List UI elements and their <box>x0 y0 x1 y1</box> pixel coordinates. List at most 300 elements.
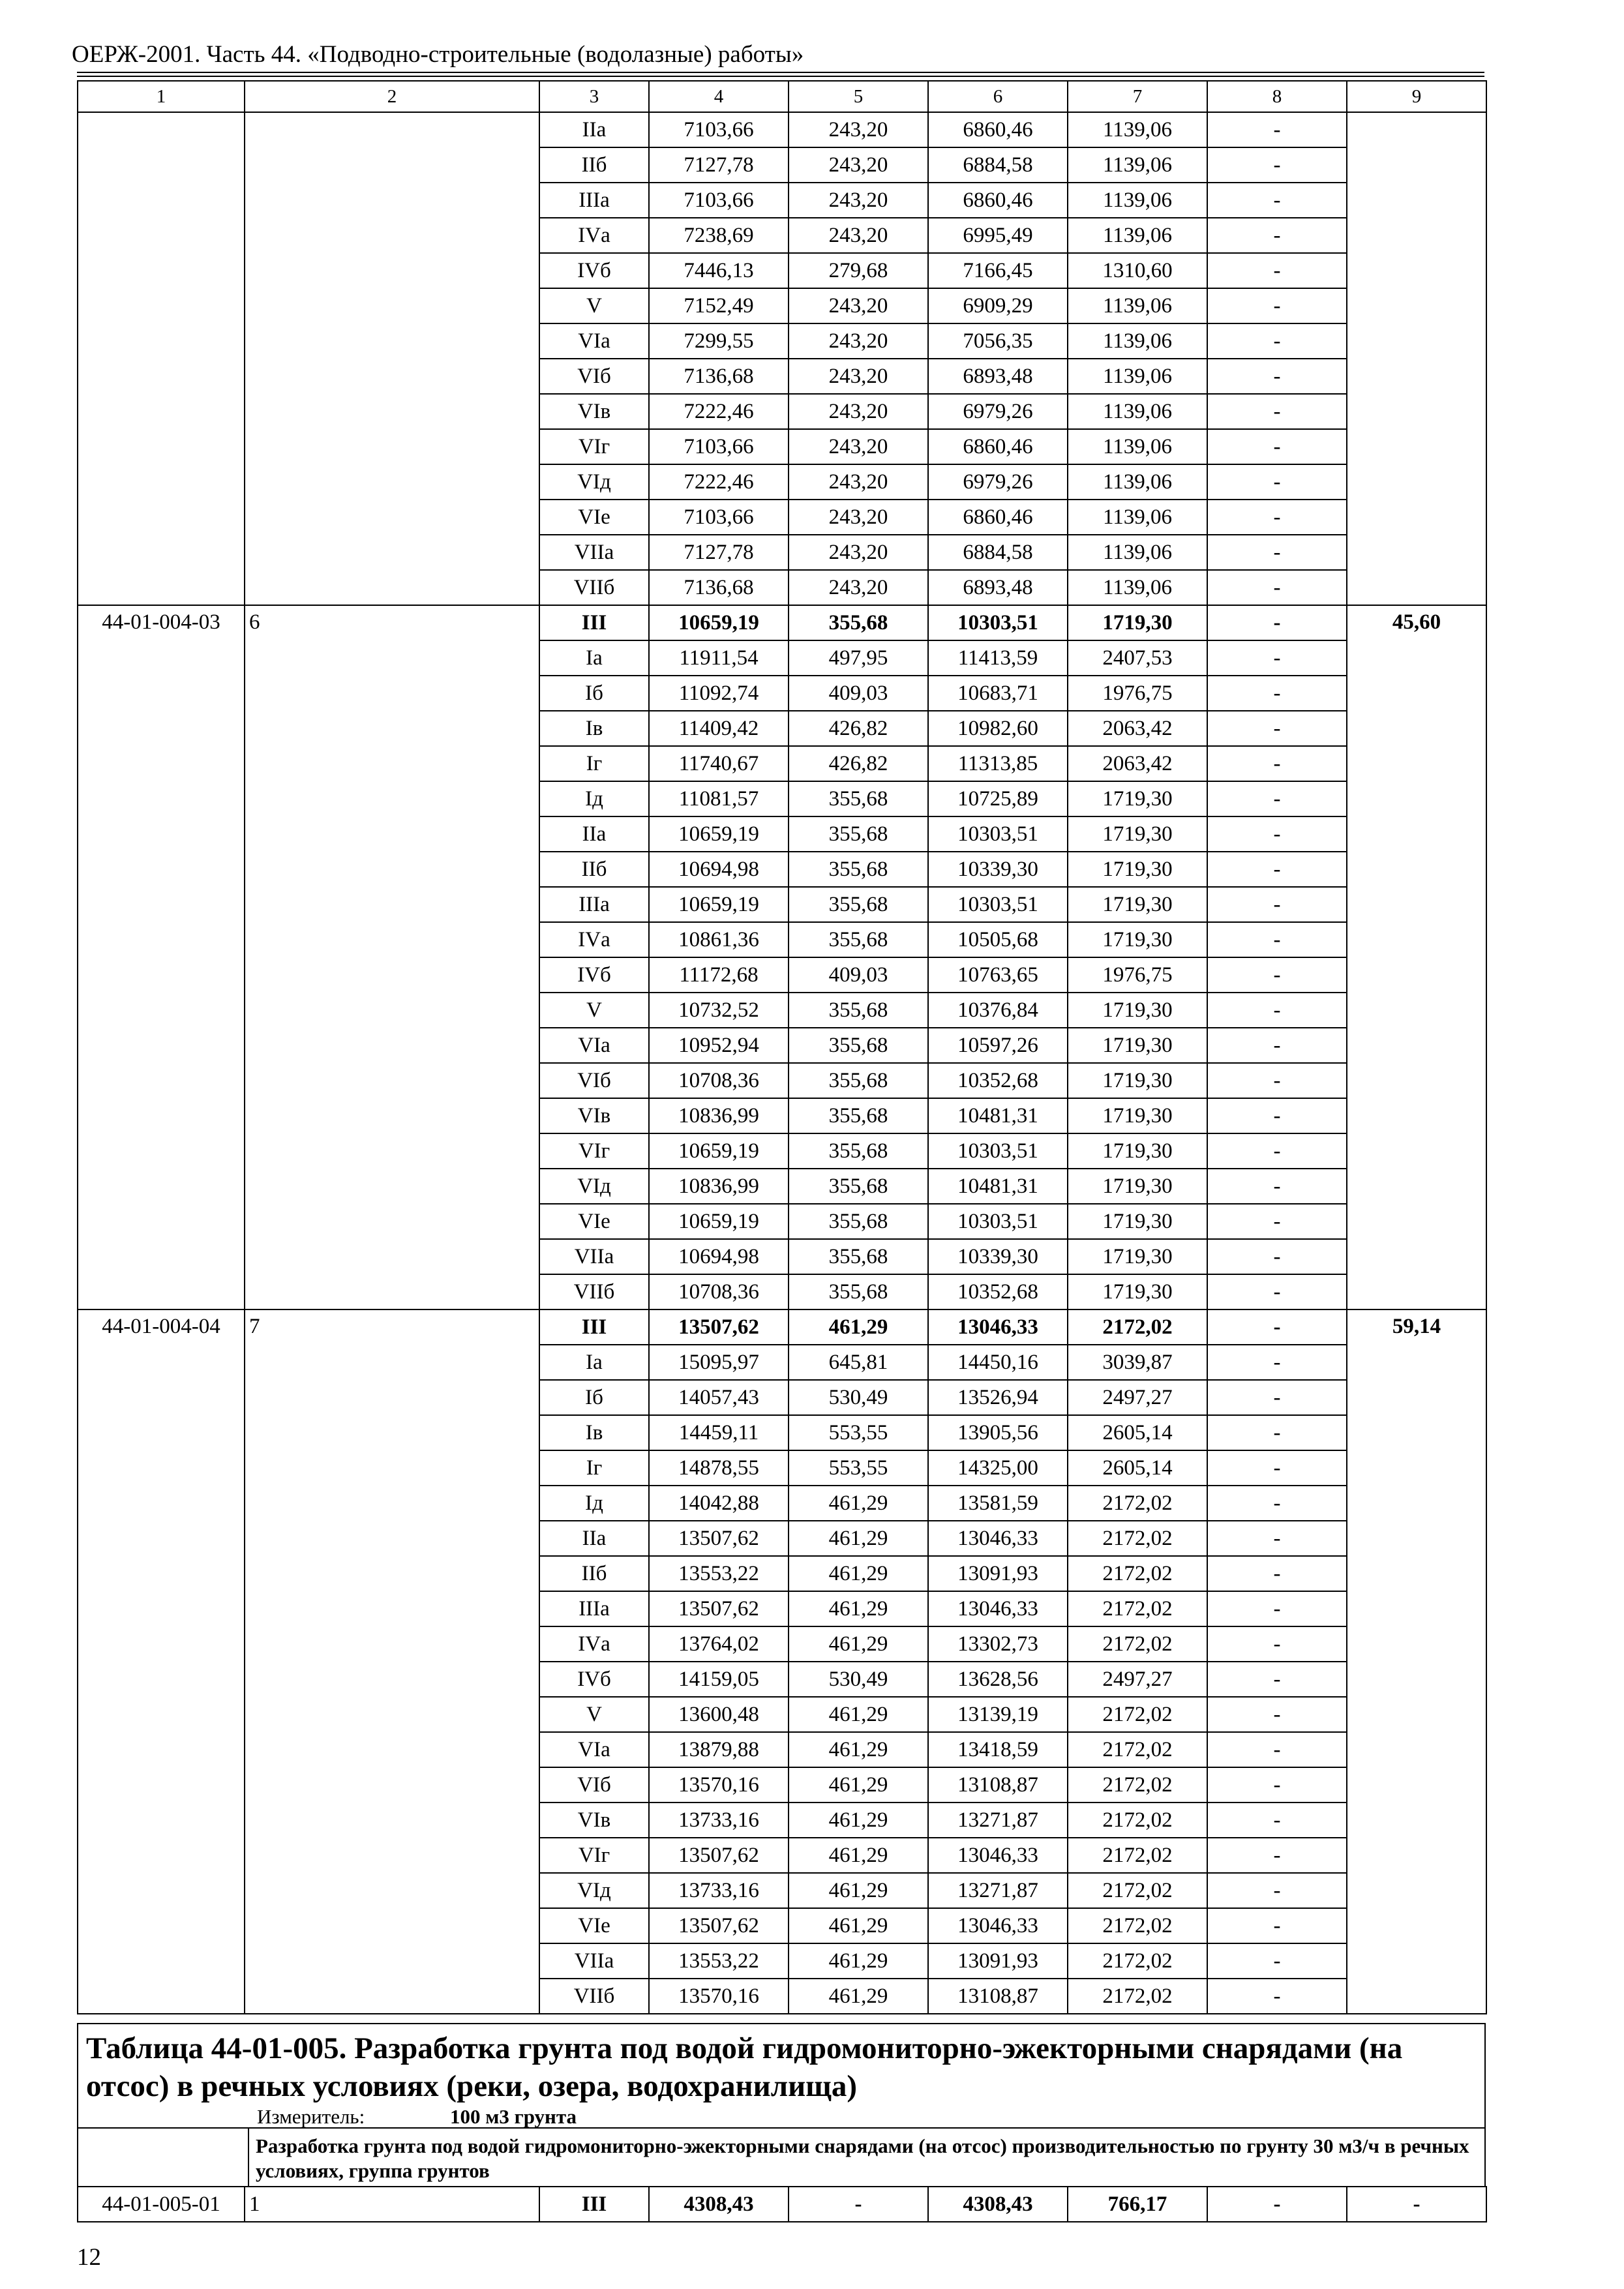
cell-col9 <box>1347 1521 1486 1556</box>
cell-col5: 355,68 <box>789 1169 928 1204</box>
cell-col4: 14159,05 <box>649 1662 789 1697</box>
cell-col8: - <box>1207 852 1347 887</box>
rate-number <box>245 1521 539 1556</box>
column-header: 6 <box>928 81 1068 112</box>
cell-col4: 10836,99 <box>649 1169 789 1204</box>
soil-group: IVа <box>539 922 649 957</box>
cell-col8: - <box>1207 1204 1347 1239</box>
soil-group: VIIа <box>539 1239 649 1274</box>
cell-col4: 13600,48 <box>649 1697 789 1732</box>
table-row <box>78 1732 1486 1767</box>
rate-code <box>78 535 245 570</box>
section-title: Таблица 44-01-005. Разработка грунта под водой гидромониторно-эжекторными снарядами (на отсос) в речных условиях (реки, озера, водохранилища) <box>86 2031 1403 2103</box>
table-row <box>78 1380 1486 1415</box>
cell-col4: 10659,19 <box>649 816 789 852</box>
table-row <box>78 640 1486 676</box>
soil-group: VIд <box>539 1169 649 1204</box>
rate-number <box>245 1486 539 1521</box>
cell-col4: 11911,54 <box>649 640 789 676</box>
rate-number <box>245 640 539 676</box>
rate-code <box>78 1098 245 1133</box>
cell-col5: 279,68 <box>789 253 928 288</box>
cell-col9 <box>1347 1662 1486 1697</box>
table-row <box>78 676 1486 711</box>
column-header: 7 <box>1068 81 1207 112</box>
cell-col9 <box>1347 781 1486 816</box>
table-row <box>78 1662 1486 1697</box>
table-row <box>78 1521 1486 1556</box>
cell-col6: 6884,58 <box>928 147 1068 183</box>
table-row <box>78 1697 1486 1732</box>
table-row <box>78 1309 1486 1345</box>
cell-col6: 13302,73 <box>928 1626 1068 1662</box>
rate-code <box>78 394 245 429</box>
cell-col6: 13046,33 <box>928 1838 1068 1873</box>
rate-code <box>78 1732 245 1767</box>
cell-col4: 7127,78 <box>649 147 789 183</box>
rate-code <box>78 1345 245 1380</box>
cell-col7: 1719,30 <box>1068 781 1207 816</box>
soil-group: V <box>539 993 649 1028</box>
cell-col9 <box>1347 711 1486 746</box>
cell-col7: 1139,06 <box>1068 535 1207 570</box>
cell-col8: - <box>1207 359 1347 394</box>
cell-col9 <box>1347 852 1486 887</box>
rate-code <box>78 1380 245 1415</box>
cell-col8: - <box>1207 1345 1347 1380</box>
cell-col8: - <box>1207 218 1347 253</box>
cell-col5: 461,29 <box>789 1556 928 1591</box>
soil-group: III <box>539 2187 649 2222</box>
cell-col5: 355,68 <box>789 1274 928 1309</box>
cell-col9 <box>1347 1486 1486 1521</box>
cell-col6: 13108,87 <box>928 1979 1068 2014</box>
cell-col8: - <box>1207 1838 1347 1873</box>
cell-col6: 13091,93 <box>928 1556 1068 1591</box>
rate-code <box>78 1591 245 1626</box>
rate-number <box>245 1133 539 1169</box>
cell-col7: 1976,75 <box>1068 676 1207 711</box>
soil-group: V <box>539 288 649 323</box>
cell-col7: 1976,75 <box>1068 957 1207 993</box>
cell-col6: 10352,68 <box>928 1274 1068 1309</box>
cell-col4: 7127,78 <box>649 535 789 570</box>
cell-col7: 2172,02 <box>1068 1767 1207 1803</box>
cell-col7: 2172,02 <box>1068 1486 1207 1521</box>
column-header: 3 <box>539 81 649 112</box>
cell-col8: - <box>1207 746 1347 781</box>
rate-code <box>78 1204 245 1239</box>
cell-col7: 1719,30 <box>1068 1028 1207 1063</box>
table-row <box>78 253 1486 288</box>
cell-col9 <box>1347 464 1486 500</box>
table-row <box>78 1591 1486 1626</box>
cell-col6: 11413,59 <box>928 640 1068 676</box>
cell-col4: 7136,68 <box>649 359 789 394</box>
rate-number <box>245 1626 539 1662</box>
cell-col4: 13553,22 <box>649 1943 789 1979</box>
soil-group: III <box>539 605 649 640</box>
rate-code <box>78 288 245 323</box>
cell-col7: 1719,30 <box>1068 605 1207 640</box>
table-row <box>78 218 1486 253</box>
cell-col7: 2172,02 <box>1068 1838 1207 1873</box>
cell-col6: 13046,33 <box>928 1908 1068 1943</box>
cell-col7: 1719,30 <box>1068 1098 1207 1133</box>
table-row <box>78 112 1486 147</box>
cell-col7: 1139,06 <box>1068 147 1207 183</box>
cell-col5: 530,49 <box>789 1380 928 1415</box>
soil-group: Iа <box>539 640 649 676</box>
cell-col9 <box>1347 218 1486 253</box>
cell-col8: - <box>1207 1556 1347 1591</box>
rate-number <box>245 1662 539 1697</box>
cell-col4: 13879,88 <box>649 1732 789 1767</box>
rate-code <box>78 993 245 1028</box>
cell-col6: 13046,33 <box>928 1591 1068 1626</box>
table-row <box>78 429 1486 464</box>
cell-col4: 7103,66 <box>649 500 789 535</box>
rate-code <box>78 640 245 676</box>
soil-group: IVа <box>539 218 649 253</box>
rate-number <box>245 1908 539 1943</box>
cell-col5: 461,29 <box>789 1591 928 1626</box>
cell-col6: 13418,59 <box>928 1732 1068 1767</box>
cell-col5: 530,49 <box>789 1662 928 1697</box>
rate-number <box>245 1943 539 1979</box>
table-row <box>78 288 1486 323</box>
table-row <box>78 1415 1486 1450</box>
table-row <box>78 1556 1486 1591</box>
cell-col4: 13507,62 <box>649 1521 789 1556</box>
rate-number <box>245 1415 539 1450</box>
cell-col7: 2172,02 <box>1068 1979 1207 2014</box>
cell-col9 <box>1347 1098 1486 1133</box>
soil-group: Iб <box>539 676 649 711</box>
table-row <box>78 922 1486 957</box>
cell-col5: 409,03 <box>789 676 928 711</box>
table-row <box>78 1133 1486 1169</box>
rate-number <box>245 1028 539 1063</box>
soil-group: VIа <box>539 323 649 359</box>
cell-col4: 7103,66 <box>649 183 789 218</box>
soil-group: Iг <box>539 1450 649 1486</box>
rate-code <box>78 957 245 993</box>
table-row <box>78 1908 1486 1943</box>
table-row <box>78 1345 1486 1380</box>
rate-code <box>78 464 245 500</box>
cell-col5: 243,20 <box>789 359 928 394</box>
rate-code <box>78 570 245 605</box>
rate-number <box>245 1063 539 1098</box>
rate-number <box>245 781 539 816</box>
rate-number <box>245 1204 539 1239</box>
cell-col8: - <box>1207 781 1347 816</box>
cell-col9 <box>1347 1697 1486 1732</box>
cell-col9 <box>1347 1380 1486 1415</box>
table-row <box>78 1626 1486 1662</box>
cell-col8: - <box>1207 1063 1347 1098</box>
rate-number <box>245 183 539 218</box>
rate-code <box>78 1486 245 1521</box>
cell-col5: 497,95 <box>789 640 928 676</box>
cell-col7: 2063,42 <box>1068 746 1207 781</box>
table-row <box>78 1063 1486 1098</box>
rate-code <box>78 112 245 147</box>
soil-group: IIб <box>539 1556 649 1591</box>
cell-col8: - <box>1207 112 1347 147</box>
rate-code: 44-01-004-03 <box>78 605 245 640</box>
table-section-title <box>77 2023 1486 2127</box>
cell-col6: 10725,89 <box>928 781 1068 816</box>
soil-group: VIа <box>539 1028 649 1063</box>
soil-group: VIв <box>539 1098 649 1133</box>
cell-col5: 355,68 <box>789 993 928 1028</box>
cell-col5: 243,20 <box>789 429 928 464</box>
cell-col9: 59,14 <box>1347 1309 1486 1345</box>
cell-col4: 14042,88 <box>649 1486 789 1521</box>
cell-col5: 355,68 <box>789 1098 928 1133</box>
cell-col4: 13570,16 <box>649 1979 789 2014</box>
soil-group: VIе <box>539 1908 649 1943</box>
section-description: Разработка грунта под водой гидромониторно-эжекторными снарядами (на отсос) производительностью по грунту 30 м3/ч в речных условиях, группа грунтов <box>256 2134 1469 2182</box>
soil-group: VIIб <box>539 1274 649 1309</box>
table-row <box>78 993 1486 1028</box>
rate-code <box>78 1063 245 1098</box>
cell-col8: - <box>1207 147 1347 183</box>
cell-col4: 14057,43 <box>649 1380 789 1415</box>
cell-col8: - <box>1207 1943 1347 1979</box>
soil-group: VIIа <box>539 1943 649 1979</box>
cell-col7: 1719,30 <box>1068 1239 1207 1274</box>
cell-col6: 10481,31 <box>928 1169 1068 1204</box>
rate-number <box>245 112 539 147</box>
cell-col9 <box>1347 1767 1486 1803</box>
cell-col5: 461,29 <box>789 1309 928 1345</box>
soil-group: VIд <box>539 464 649 500</box>
cell-col8: - <box>1207 1521 1347 1556</box>
column-header-row <box>78 81 1486 112</box>
cell-col9 <box>1347 1556 1486 1591</box>
cell-col4: 13507,62 <box>649 1309 789 1345</box>
cell-col4: 13507,62 <box>649 1908 789 1943</box>
rate-number <box>245 922 539 957</box>
cell-col5: 355,68 <box>789 605 928 640</box>
rate-code <box>78 1274 245 1309</box>
cell-col6: 7166,45 <box>928 253 1068 288</box>
cell-col6: 10339,30 <box>928 1239 1068 1274</box>
cell-col5: 355,68 <box>789 1133 928 1169</box>
cell-col8: - <box>1207 2187 1347 2222</box>
rate-number <box>245 957 539 993</box>
cell-col9 <box>1347 429 1486 464</box>
cell-col7: 2172,02 <box>1068 1309 1207 1345</box>
cell-col7: 1139,06 <box>1068 359 1207 394</box>
cell-col9 <box>1347 1803 1486 1838</box>
rate-number <box>245 1873 539 1908</box>
cell-col7: 2407,53 <box>1068 640 1207 676</box>
rate-number <box>245 535 539 570</box>
soil-group: IIIа <box>539 1591 649 1626</box>
cell-col9 <box>1347 1063 1486 1098</box>
cell-col6: 13526,94 <box>928 1380 1068 1415</box>
cell-col5: 553,55 <box>789 1450 928 1486</box>
rate-code <box>78 1803 245 1838</box>
rate-number <box>245 887 539 922</box>
cell-col7: 2172,02 <box>1068 1697 1207 1732</box>
cell-col5: 243,20 <box>789 112 928 147</box>
cell-col5: 243,20 <box>789 323 928 359</box>
rate-number <box>245 1450 539 1486</box>
cell-col6: 10505,68 <box>928 922 1068 957</box>
cell-col4: 7136,68 <box>649 570 789 605</box>
cell-col8: - <box>1207 1415 1347 1450</box>
rate-code <box>78 1979 245 2014</box>
cell-col5: 243,20 <box>789 288 928 323</box>
soil-group: Iв <box>539 711 649 746</box>
cell-col8: - <box>1207 1486 1347 1521</box>
cell-col7: 1719,30 <box>1068 1204 1207 1239</box>
cell-col5: 243,20 <box>789 500 928 535</box>
cell-col9 <box>1347 323 1486 359</box>
cell-col6: 6893,48 <box>928 359 1068 394</box>
cell-col6: 6860,46 <box>928 183 1068 218</box>
soil-group: VIIб <box>539 1979 649 2014</box>
rate-code <box>78 323 245 359</box>
cell-col9 <box>1347 922 1486 957</box>
cell-col6: 13271,87 <box>928 1873 1068 1908</box>
cell-col4: 10694,98 <box>649 1239 789 1274</box>
cell-col7: 1719,30 <box>1068 922 1207 957</box>
rate-number <box>245 676 539 711</box>
cell-col9 <box>1347 570 1486 605</box>
soil-group: IIа <box>539 816 649 852</box>
soil-group: VIв <box>539 394 649 429</box>
rate-code <box>78 781 245 816</box>
cell-col7: 2172,02 <box>1068 1556 1207 1591</box>
cell-col4: 7222,46 <box>649 394 789 429</box>
cell-col6: 10982,60 <box>928 711 1068 746</box>
rate-code <box>78 1943 245 1979</box>
cell-col4: 4308,43 <box>649 2187 789 2222</box>
cell-col6: 13139,19 <box>928 1697 1068 1732</box>
table-row <box>78 1838 1486 1873</box>
cell-col8: - <box>1207 1908 1347 1943</box>
soil-group: IIб <box>539 147 649 183</box>
header-rule <box>77 72 1484 73</box>
soil-group: VIе <box>539 500 649 535</box>
cell-col5: 355,68 <box>789 852 928 887</box>
rate-number <box>245 464 539 500</box>
column-header: 8 <box>1207 81 1347 112</box>
cell-col4: 13570,16 <box>649 1767 789 1803</box>
cell-col8: - <box>1207 1732 1347 1767</box>
cell-col7: 1719,30 <box>1068 1169 1207 1204</box>
table-row <box>78 570 1486 605</box>
soil-group: VIг <box>539 1133 649 1169</box>
cell-col7: 2172,02 <box>1068 1908 1207 1943</box>
cell-col8: - <box>1207 1133 1347 1169</box>
soil-group: IIIа <box>539 183 649 218</box>
rate-code <box>78 1662 245 1697</box>
cell-col7: 2605,14 <box>1068 1450 1207 1486</box>
rate-number: 6 <box>245 605 539 640</box>
rate-code <box>78 711 245 746</box>
cell-col7: 1139,06 <box>1068 183 1207 218</box>
cell-col6: 10763,65 <box>928 957 1068 993</box>
rate-code <box>78 359 245 394</box>
cell-col6: 6860,46 <box>928 500 1068 535</box>
cell-col9 <box>1347 746 1486 781</box>
header-rule-double <box>77 76 1484 77</box>
table-row <box>78 852 1486 887</box>
cell-col7: 2172,02 <box>1068 1626 1207 1662</box>
cell-col5: 461,29 <box>789 1979 928 2014</box>
cell-col8: - <box>1207 1028 1347 1063</box>
cell-col6: 6979,26 <box>928 464 1068 500</box>
cell-col4: 10708,36 <box>649 1274 789 1309</box>
page-number: 12 <box>77 2244 101 2271</box>
soil-group: IIа <box>539 1521 649 1556</box>
cell-col8: - <box>1207 183 1347 218</box>
cell-col5: 461,29 <box>789 1626 928 1662</box>
table-row <box>78 1098 1486 1133</box>
rate-number <box>245 1098 539 1133</box>
cell-col6: 6860,46 <box>928 112 1068 147</box>
table-row <box>78 1803 1486 1838</box>
soil-group: VIг <box>539 429 649 464</box>
rate-number: 1 <box>245 2187 539 2222</box>
rate-number <box>245 1732 539 1767</box>
cell-col8: - <box>1207 1767 1347 1803</box>
cell-col4: 13507,62 <box>649 1838 789 1873</box>
cell-col9 <box>1347 112 1486 147</box>
cell-col4: 13733,16 <box>649 1873 789 1908</box>
cell-col4: 10708,36 <box>649 1063 789 1098</box>
cell-col5: 461,29 <box>789 1697 928 1732</box>
rate-number <box>245 570 539 605</box>
rate-number <box>245 1239 539 1274</box>
cell-col7: 1719,30 <box>1068 852 1207 887</box>
cell-col9 <box>1347 288 1486 323</box>
rate-number <box>245 993 539 1028</box>
cell-col7: 1719,30 <box>1068 816 1207 852</box>
rate-code <box>78 1133 245 1169</box>
cell-col7: 1139,06 <box>1068 218 1207 253</box>
cell-col4: 10861,36 <box>649 922 789 957</box>
table-row <box>78 1979 1486 2014</box>
cell-col5: 461,29 <box>789 1732 928 1767</box>
table-row <box>78 781 1486 816</box>
cell-col4: 7103,66 <box>649 429 789 464</box>
cell-col4: 10732,52 <box>649 993 789 1028</box>
cell-col5: 461,29 <box>789 1838 928 1873</box>
cell-col6: 10352,68 <box>928 1063 1068 1098</box>
cell-col7: 2172,02 <box>1068 1521 1207 1556</box>
rate-code <box>78 500 245 535</box>
cell-col6: 10683,71 <box>928 676 1068 711</box>
rate-number <box>245 1697 539 1732</box>
rate-number <box>245 359 539 394</box>
rate-code: 44-01-005-01 <box>78 2187 245 2222</box>
cell-col9 <box>1347 1415 1486 1450</box>
cell-col4: 7152,49 <box>649 288 789 323</box>
rate-number <box>245 1274 539 1309</box>
cell-col8: - <box>1207 816 1347 852</box>
cell-col8: - <box>1207 993 1347 1028</box>
table-row <box>78 464 1486 500</box>
cell-col8: - <box>1207 288 1347 323</box>
